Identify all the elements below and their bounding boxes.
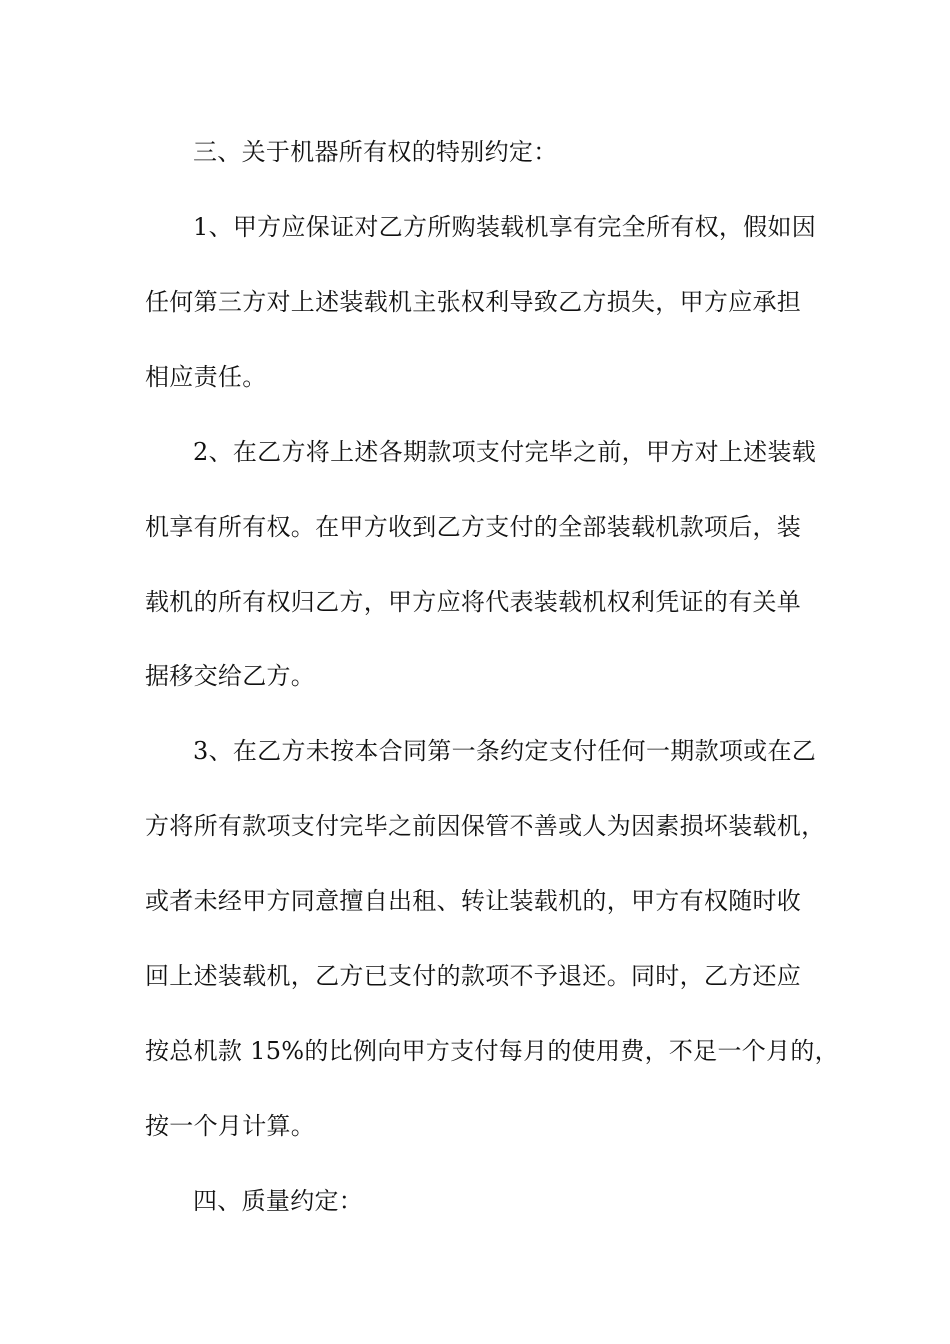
section-heading: 四、质量约定： xyxy=(193,1187,364,1215)
paragraph-line: 按一个月计算。 xyxy=(145,1112,316,1140)
paragraph-line: 载机的所有权归乙方，甲方应将代表装载机权利凭证的有关单 xyxy=(145,588,802,616)
paragraph-line: 2、在乙方将上述各期款项支付完毕之前，甲方对上述装载 xyxy=(193,438,817,466)
paragraph-line: 机享有所有权。在甲方收到乙方支付的全部装载机款项后，装 xyxy=(145,513,802,541)
paragraph-line: 或者未经甲方同意擅自出租、转让装载机的，甲方有权随时收 xyxy=(145,887,802,915)
paragraph-line: 回上述装载机，乙方已支付的款项不予退还。同时，乙方还应 xyxy=(145,962,802,990)
paragraph-line: 任何第三方对上述装载机主张权利导致乙方损失，甲方应承担 xyxy=(145,288,802,316)
paragraph-line: 据移交给乙方。 xyxy=(145,662,316,690)
paragraph-line: 按总机款 15%的比例向甲方支付每月的使用费，不足一个月的， xyxy=(145,1037,839,1065)
paragraph-line: 相应责任。 xyxy=(145,363,267,391)
paragraph-line: 方将所有款项支付完毕之前因保管不善或人为因素损坏装载机， xyxy=(145,812,826,840)
paragraph-line: 1、甲方应保证对乙方所购装载机享有完全所有权，假如因 xyxy=(193,213,817,241)
paragraph-line: 3、在乙方未按本合同第一条约定支付任何一期款项或在乙 xyxy=(193,737,817,765)
section-heading: 三、关于机器所有权的特别约定： xyxy=(193,138,558,166)
